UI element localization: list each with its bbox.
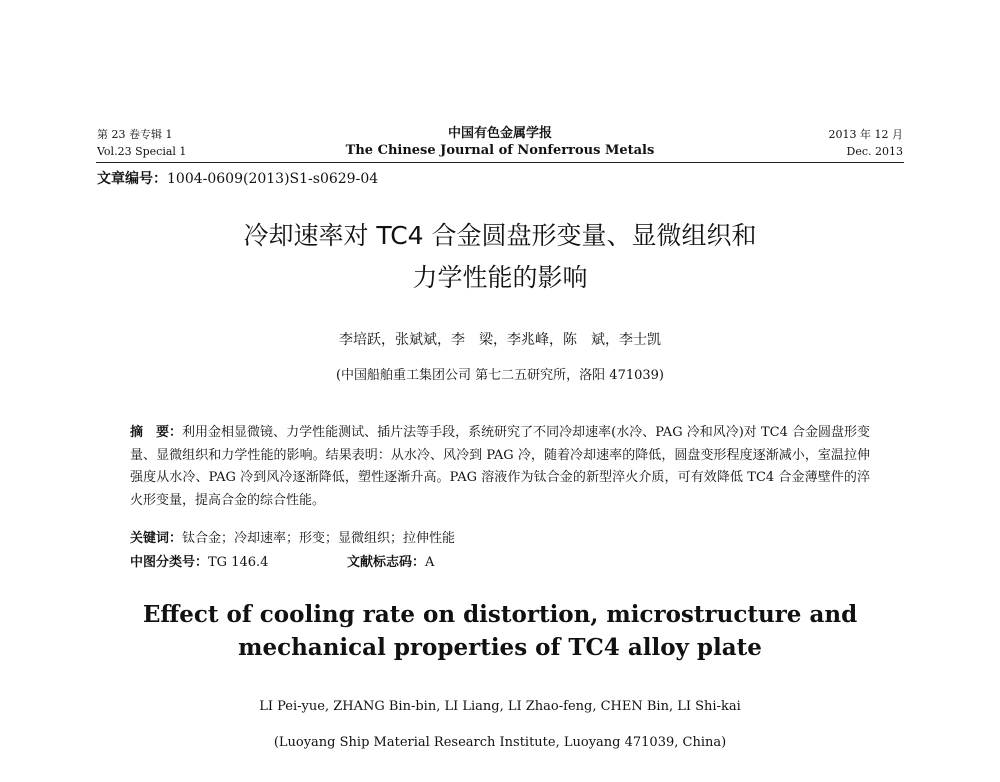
issue-date-cn: 2013 年 12 月: [828, 128, 903, 141]
affiliation-en: (Luoyang Ship Material Research Institute, Luoyang 471039, China): [273, 735, 727, 750]
clc-label: 中图分类号：: [130, 555, 209, 570]
article-number-label: 文章编号：: [97, 171, 167, 187]
abstract-cn: [130, 422, 870, 512]
journal-name-cn: 中国有色金属学报: [447, 126, 552, 141]
document-code: [347, 554, 434, 572]
title-cn-line-2: 力学性能的影响: [412, 263, 588, 292]
classification: [130, 554, 268, 572]
title-en-line-2: mechanical properties of TC4 alloy plate: [238, 634, 762, 661]
volume-issue-cn: 第 23 卷专辑 1: [97, 128, 173, 141]
volume-issue-en: Vol.23 Special 1: [97, 145, 187, 158]
keywords-cn: [130, 530, 455, 548]
header-rule: [96, 162, 904, 163]
issue-date-en: Dec. 2013: [846, 145, 903, 158]
article-number-value: 1004-0609(2013)S1-s0629-04: [167, 171, 379, 187]
document-code-value: A: [425, 555, 435, 570]
affiliation-cn: (中国船舶重工集团公司 第七二五研究所，洛阳 471039): [335, 368, 665, 383]
keywords-cn-text: 钛合金；冷却速率；形变；显微组织；拉伸性能: [182, 531, 456, 546]
abstract-cn-text: 利用金相显微镜、力学性能测试、插片法等手段，系统研究了不同冷却速率(水冷、PAG 冷和风冷)对 TC4 合金圆盘形变量、显微组织和力学性能的影响。结果表明：从水冷、风冷到 PAG 冷，随着冷却速率的降低，圆盘变形程度逐渐减小，室温拉伸强度从水冷、PAG 冷到风冷逐渐降低，塑性逐渐升高。PAG 溶液作为钛合金的新型淬火介质，可有效降低 TC4 合金薄壁件的淬火形变量，提高合金的综合性能。: [130, 425, 870, 508]
clc-value: TG 146.4: [208, 555, 269, 570]
article-number: [97, 170, 378, 188]
title-cn-line-1: 冷却速率对 TC4 合金圆盘形变量、显微组织和: [243, 221, 757, 250]
abstract-cn-label: 摘 要：: [130, 425, 183, 440]
document-code-label: 文献标志码：: [347, 555, 426, 570]
authors-cn: 李培跃，张斌斌，李 梁，李兆峰，陈 斌，李士凯: [339, 332, 661, 348]
keywords-cn-label: 关键词：: [130, 531, 183, 546]
journal-name-en: The Chinese Journal of Nonferrous Metals: [345, 143, 655, 158]
authors-en: LI Pei-yue, ZHANG Bin-bin, LI Liang, LI Zhao-feng, CHEN Bin, LI Shi-kai: [259, 699, 741, 714]
title-en-line-1: Effect of cooling rate on distortion, microstructure and: [142, 601, 858, 628]
